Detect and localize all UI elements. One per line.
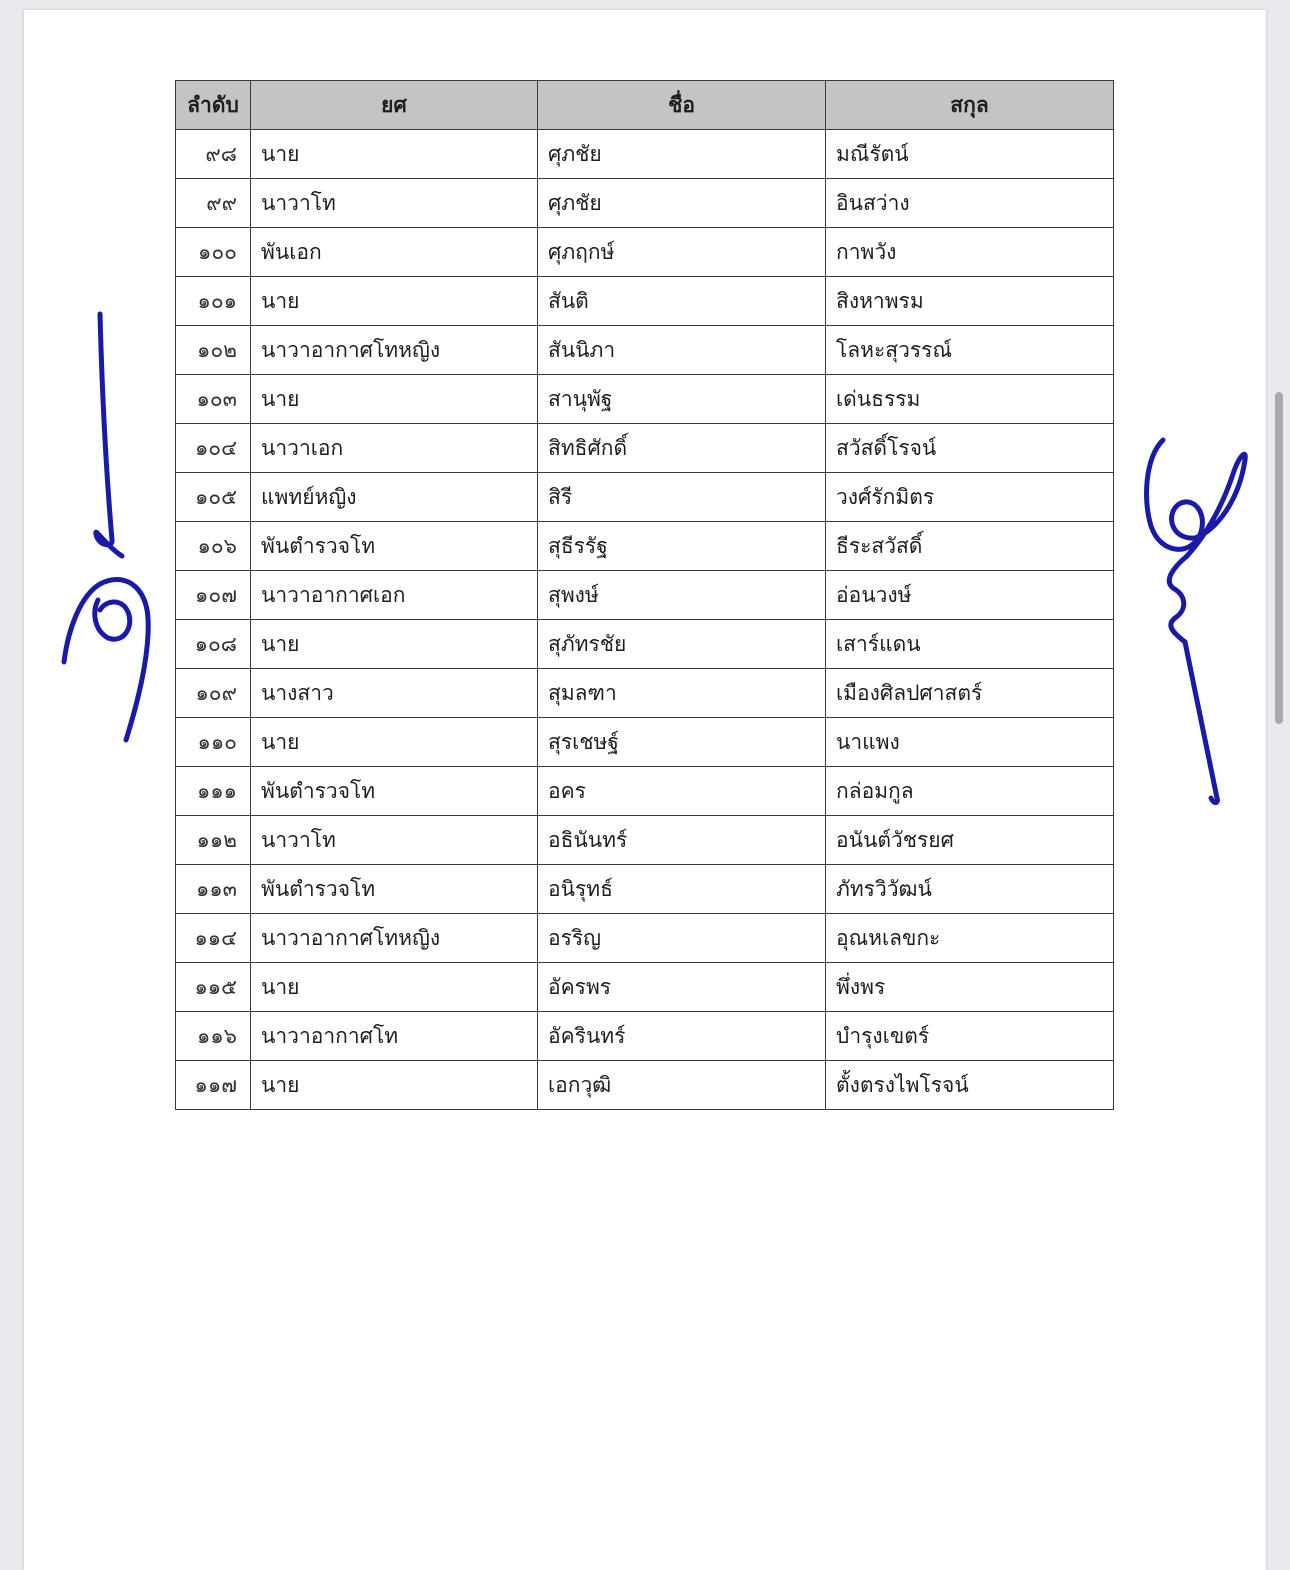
cell-last-name: เมืองศิลปศาสตร์ (826, 669, 1114, 718)
cell-seq: ๑๑๔ (176, 914, 251, 963)
cell-last-name: ตั้งตรงไพโรจน์ (826, 1061, 1114, 1110)
cell-rank: นาวาอากาศโทหญิง (251, 326, 538, 375)
cell-seq: ๑๐๘ (176, 620, 251, 669)
cell-seq: ๑๑๓ (176, 865, 251, 914)
document-page (24, 10, 1266, 1570)
cell-seq: ๑๐๐ (176, 228, 251, 277)
table-row (176, 571, 1114, 620)
cell-seq: ๙๘ (176, 130, 251, 179)
cell-seq: ๑๐๒ (176, 326, 251, 375)
cell-rank: นาย (251, 620, 538, 669)
cell-last-name: มณีรัตน์ (826, 130, 1114, 179)
cell-first-name: อัครพร (538, 963, 826, 1012)
cell-last-name: นาแพง (826, 718, 1114, 767)
table-row (176, 522, 1114, 571)
cell-rank: พันเอก (251, 228, 538, 277)
table-row (176, 424, 1114, 473)
table-row (176, 865, 1114, 914)
cell-first-name: สิรี (538, 473, 826, 522)
cell-first-name: อคร (538, 767, 826, 816)
cell-first-name: ศุภชัย (538, 130, 826, 179)
cell-seq: ๑๐๗ (176, 571, 251, 620)
table-row (176, 228, 1114, 277)
cell-last-name: ธีระสวัสดิ์ (826, 522, 1114, 571)
cell-first-name: สุพงษ์ (538, 571, 826, 620)
cell-first-name: สุรเชษฐ์ (538, 718, 826, 767)
cell-rank: พันตำรวจโท (251, 522, 538, 571)
cell-last-name: โลหะสุวรรณ์ (826, 326, 1114, 375)
cell-last-name: กาพวัง (826, 228, 1114, 277)
left-signature (50, 300, 170, 750)
table-row (176, 1012, 1114, 1061)
table-row (176, 130, 1114, 179)
cell-last-name: เด่นธรรม (826, 375, 1114, 424)
cell-first-name: อัครินทร์ (538, 1012, 826, 1061)
table-row (176, 767, 1114, 816)
cell-rank: นาย (251, 1061, 538, 1110)
cell-first-name: ศุภฤกษ์ (538, 228, 826, 277)
cell-last-name: อ่อนวงษ์ (826, 571, 1114, 620)
cell-rank: แพทย์หญิง (251, 473, 538, 522)
cell-last-name: บำรุงเขตร์ (826, 1012, 1114, 1061)
cell-first-name: สุมลฑา (538, 669, 826, 718)
cell-seq: ๑๐๖ (176, 522, 251, 571)
cell-rank: นาย (251, 375, 538, 424)
cell-last-name: สวัสดิ์โรจน์ (826, 424, 1114, 473)
table-row (176, 277, 1114, 326)
scrollbar-thumb[interactable] (1275, 392, 1283, 724)
cell-seq: ๑๐๑ (176, 277, 251, 326)
cell-rank: นางสาว (251, 669, 538, 718)
table-header-row (176, 81, 1114, 130)
table-row (176, 718, 1114, 767)
cell-rank: นาย (251, 963, 538, 1012)
cell-seq: ๑๐๓ (176, 375, 251, 424)
roster-body (176, 130, 1114, 1110)
cell-last-name: อนันต์วัชรยศ (826, 816, 1114, 865)
table-row (176, 375, 1114, 424)
header-last-name: สกุล (826, 81, 1114, 130)
table-row (176, 179, 1114, 228)
cell-last-name: อินสว่าง (826, 179, 1114, 228)
cell-first-name: สิทธิศักดิ์ (538, 424, 826, 473)
table-row (176, 473, 1114, 522)
cell-seq: ๑๑๖ (176, 1012, 251, 1061)
cell-rank: พันตำรวจโท (251, 865, 538, 914)
cell-seq: ๙๙ (176, 179, 251, 228)
header-rank: ยศ (251, 81, 538, 130)
cell-seq: ๑๑๑ (176, 767, 251, 816)
cell-last-name: ภัทรวิวัฒน์ (826, 865, 1114, 914)
cell-last-name: เสาร์แดน (826, 620, 1114, 669)
cell-first-name: เอกวุฒิ (538, 1061, 826, 1110)
cell-rank: พันตำรวจโท (251, 767, 538, 816)
cell-rank: นาวาอากาศเอก (251, 571, 538, 620)
cell-rank: นาย (251, 277, 538, 326)
cell-first-name: ศุภชัย (538, 179, 826, 228)
roster-table (175, 80, 1114, 1110)
header-seq: ลำดับ (176, 81, 251, 130)
header-first-name: ชื่อ (538, 81, 826, 130)
cell-first-name: สุธีรรัฐ (538, 522, 826, 571)
cell-first-name: สันนิภา (538, 326, 826, 375)
cell-seq: ๑๐๙ (176, 669, 251, 718)
cell-seq: ๑๑๕ (176, 963, 251, 1012)
cell-rank: นาวาเอก (251, 424, 538, 473)
cell-rank: นาวาอากาศโทหญิง (251, 914, 538, 963)
cell-last-name: อุณหเลขกะ (826, 914, 1114, 963)
table-row (176, 620, 1114, 669)
cell-first-name: สานุพัฐ (538, 375, 826, 424)
cell-rank: นาย (251, 718, 538, 767)
table-row (176, 326, 1114, 375)
cell-first-name: อธินันทร์ (538, 816, 826, 865)
cell-rank: นาย (251, 130, 538, 179)
cell-last-name: พึ่งพร (826, 963, 1114, 1012)
cell-seq: ๑๑๗ (176, 1061, 251, 1110)
cell-last-name: สิงหาพรม (826, 277, 1114, 326)
cell-rank: นาวาอากาศโท (251, 1012, 538, 1061)
cell-first-name: สันติ (538, 277, 826, 326)
cell-last-name: วงศ์รักมิตร (826, 473, 1114, 522)
cell-rank: นาวาโท (251, 816, 538, 865)
cell-last-name: กล่อมกูล (826, 767, 1114, 816)
table-row (176, 669, 1114, 718)
cell-seq: ๑๐๔ (176, 424, 251, 473)
table-row (176, 816, 1114, 865)
table-row (176, 914, 1114, 963)
cell-rank: นาวาโท (251, 179, 538, 228)
cell-seq: ๑๑๒ (176, 816, 251, 865)
cell-seq: ๑๐๕ (176, 473, 251, 522)
right-signature (1135, 430, 1255, 810)
table-row (176, 963, 1114, 1012)
cell-first-name: อรริญ (538, 914, 826, 963)
cell-first-name: สุภัทรชัย (538, 620, 826, 669)
cell-first-name: อนิรุทธ์ (538, 865, 826, 914)
table-row (176, 1061, 1114, 1110)
cell-seq: ๑๑๐ (176, 718, 251, 767)
